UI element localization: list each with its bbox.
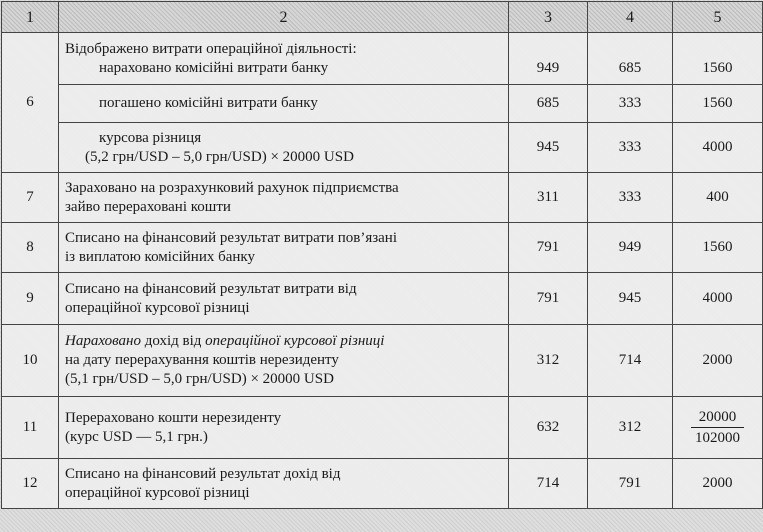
amount-usd: 20000 [691, 407, 744, 428]
row-text-line: Перераховано кошти нерезиденту [65, 409, 282, 426]
row-text-line: операційної курсової різниці [65, 484, 250, 501]
row-formula: (5,1 грн/USD – 5,0 грн/USD) × 20000 USD [65, 371, 334, 387]
row-number: 9 [2, 273, 59, 325]
debit-cell: 714 [509, 459, 588, 509]
debit-cell: 311 [509, 173, 588, 223]
row-description [59, 223, 509, 273]
table-row [2, 397, 763, 459]
row-number: 6 [2, 33, 59, 173]
amount-cell: 1560 [673, 223, 763, 273]
row-subentry: погашено комісійні витрати банку [99, 95, 318, 111]
amount-cell: 400 [673, 173, 763, 223]
row-description [59, 325, 509, 397]
table-row [2, 273, 763, 325]
row-title: Відображено витрати операційної діяльності: [65, 40, 357, 57]
row-description [59, 33, 509, 85]
debit-cell: 791 [509, 273, 588, 325]
header-col-4: 4 [588, 2, 673, 33]
row-text-line: зайво перераховані кошти [65, 198, 231, 215]
row-text-line: на дату перерахування коштів нерезиденту [65, 352, 339, 368]
row-text-line: Списано на фінансовий результат дохід від [65, 465, 341, 482]
debit-cell: 949 [509, 33, 588, 85]
amount-cell: 2000 [673, 459, 763, 509]
header-col-1: 1 [2, 2, 59, 33]
amount-cell [673, 397, 763, 459]
debit-cell: 312 [509, 325, 588, 397]
row-description [59, 123, 509, 173]
row-text-line: Зараховано на розрахунковий рахунок підприємства [65, 179, 399, 196]
amount-cell: 4000 [673, 123, 763, 173]
row-number: 8 [2, 223, 59, 273]
table-row [2, 33, 763, 85]
row-description [59, 85, 509, 123]
row-text-line [65, 332, 502, 351]
credit-cell: 685 [588, 33, 673, 85]
debit-cell: 685 [509, 85, 588, 123]
row-number: 10 [2, 325, 59, 397]
amount-fraction [691, 407, 744, 448]
table-row [2, 173, 763, 223]
row-number: 7 [2, 173, 59, 223]
header-col-2: 2 [59, 2, 509, 33]
debit-cell: 791 [509, 223, 588, 273]
amount-cell: 1560 [673, 85, 763, 123]
row-text-line: операційної курсової різниці [65, 299, 250, 316]
credit-cell: 945 [588, 273, 673, 325]
header-row [2, 2, 763, 33]
header-col-3: 3 [509, 2, 588, 33]
row-number: 12 [2, 459, 59, 509]
debit-cell: 945 [509, 123, 588, 173]
accounting-entries-table [1, 1, 763, 509]
table-row [2, 223, 763, 273]
amount-cell: 1560 [673, 33, 763, 85]
amount-cell: 4000 [673, 273, 763, 325]
row-description [59, 273, 509, 325]
credit-cell: 333 [588, 173, 673, 223]
plain-text: дохід від [140, 333, 206, 349]
row-description [59, 173, 509, 223]
credit-cell: 949 [588, 223, 673, 273]
credit-cell: 333 [588, 85, 673, 123]
emphasis-text: операційної курсової різниці [205, 333, 385, 349]
emphasis-text: Нараховано [65, 333, 141, 349]
row-subentry: курсова різниця [99, 129, 202, 146]
credit-cell: 312 [588, 397, 673, 459]
row-description [59, 397, 509, 459]
credit-cell: 333 [588, 123, 673, 173]
row-text-line: Списано на фінансовий результат витрати пов’язані [65, 229, 398, 246]
row-text-line: (курс USD — 5,1 грн.) [65, 428, 208, 445]
row-text-line: Списано на фінансовий результат витрати від [65, 280, 357, 297]
row-formula: (5,2 грн/USD – 5,0 грн/USD) × 20000 USD [85, 148, 354, 165]
amount-cell: 2000 [673, 325, 763, 397]
row-number: 11 [2, 397, 59, 459]
table-row [2, 325, 763, 397]
table-row [2, 459, 763, 509]
table-row [2, 123, 763, 173]
debit-cell: 632 [509, 397, 588, 459]
row-text-line: із виплатою комісійних банку [65, 248, 255, 265]
row-description [59, 459, 509, 509]
credit-cell: 791 [588, 459, 673, 509]
row-subentry: нараховано комісійні витрати банку [99, 59, 329, 76]
table-row [2, 85, 763, 123]
credit-cell: 714 [588, 325, 673, 397]
header-col-5: 5 [673, 2, 763, 33]
amount-uah: 102000 [695, 430, 740, 446]
